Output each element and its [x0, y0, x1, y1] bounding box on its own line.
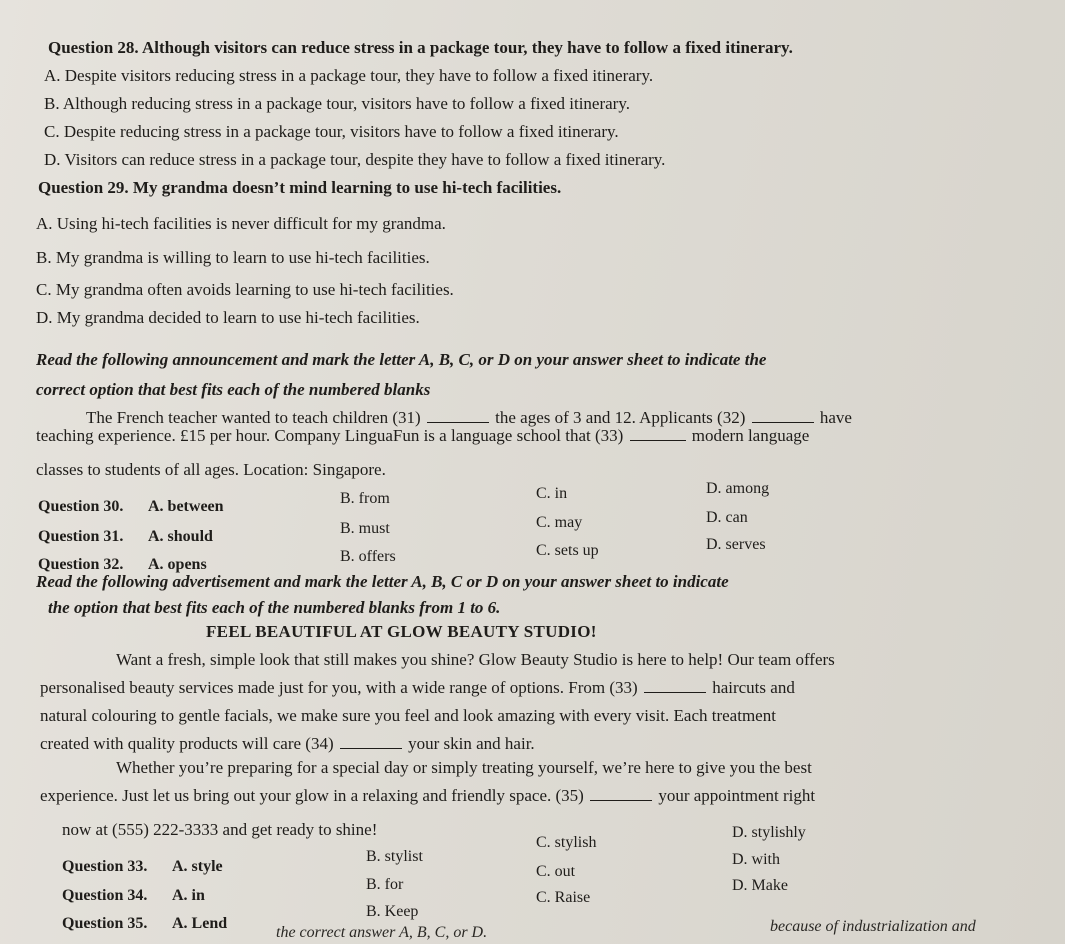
q28-stem: Question 28. Although visitors can reduce stress in a package tour, they have to follow a fixed itinerary.	[48, 38, 793, 57]
blank-33	[630, 426, 686, 441]
instruction-advertisement-line1: Read the following advertisement and mark the letter A, B, C or D on your answer sheet to indicate	[36, 572, 729, 591]
ad-line6	[40, 786, 815, 806]
instruction-announcement-line2: correct option that best fits each of the numbered blanks	[36, 380, 431, 399]
passage1-text: the ages of 3 and 12. Applicants (32)	[495, 408, 746, 427]
q35-option-b: B. Keep	[366, 903, 419, 920]
passage1-text: have	[819, 408, 852, 427]
q29-option-a: A. Using hi-tech facilities is never difficult for my grandma.	[36, 214, 446, 233]
cutoff-text-right: because of industrialization and	[770, 918, 976, 935]
q32-option-d: D. serves	[706, 536, 766, 553]
q33-option-a: A. style	[172, 858, 223, 875]
instruction-announcement-line1: Read the following announcement and mark the letter A, B, C, or D on your answer sheet to indicate the	[36, 350, 767, 369]
q35-option-a: A. Lend	[172, 915, 228, 932]
ad-line2	[40, 678, 795, 698]
instruction-advertisement-line2: the option that best fits each of the numbered blanks from 1 to 6.	[48, 598, 501, 617]
q30-option-b: B. from	[340, 490, 390, 507]
q30-label: Question 30.	[38, 498, 124, 515]
ad-title: FEEL BEAUTIFUL AT GLOW BEAUTY STUDIO!	[206, 622, 597, 641]
ad-text: personalised beauty services made just for you, with a wide range of options. From (33)	[40, 678, 638, 697]
q32-option-a: A. opens	[148, 556, 207, 573]
q29-option-c: C. My grandma often avoids learning to use hi-tech facilities.	[36, 280, 454, 299]
passage1-line3: classes to students of all ages. Location: Singapore.	[36, 460, 386, 479]
ad-text: experience. Just let us bring out your glow in a relaxing and friendly space. (35)	[40, 786, 584, 805]
q29-stem: Question 29. My grandma doesn’t mind learning to use hi-tech facilities.	[38, 178, 562, 197]
q33-option-d: D. stylishly	[732, 824, 806, 841]
q34-option-d: D. with	[732, 851, 780, 868]
q28-option-a: A. Despite visitors reducing stress in a package tour, they have to follow a fixed itinerary.	[44, 66, 654, 85]
q31-option-a: A. should	[148, 528, 213, 545]
blank-35	[590, 786, 652, 801]
q33-label: Question 33.	[62, 858, 148, 875]
ad-text: your appointment right	[658, 786, 816, 805]
q29-option-d: D. My grandma decided to learn to use hi-tech facilities.	[36, 308, 420, 327]
passage1-text: The French teacher wanted to teach children (31)	[86, 408, 421, 427]
blank-33-ad	[644, 678, 706, 693]
q31-option-b: B. must	[340, 520, 390, 537]
cutoff-text-left: the correct answer A, B, C, or D.	[276, 924, 488, 941]
passage1-text: modern language	[691, 426, 810, 445]
q30-option-c: C. in	[536, 485, 568, 502]
q31-option-c: C. may	[536, 514, 583, 531]
blank-32	[752, 408, 814, 423]
q32-option-b: B. offers	[340, 548, 396, 565]
q32-label: Question 32.	[38, 556, 124, 573]
passage1-text: teaching experience. £15 per hour. Company LinguaFun is a language school that (33)	[36, 426, 624, 445]
q28-option-c: C. Despite reducing stress in a package tour, visitors have to follow a fixed itinerary.	[44, 122, 619, 141]
q30-option-d: D. among	[706, 480, 770, 497]
q35-option-d: D. Make	[732, 877, 788, 894]
q29-option-b: B. My grandma is willing to learn to use hi-tech facilities.	[36, 248, 430, 267]
passage1-line1	[86, 408, 852, 428]
q35-option-c: C. Raise	[536, 889, 591, 906]
ad-text: your skin and hair.	[408, 734, 535, 753]
ad-text: created with quality products will care (34)	[40, 734, 334, 753]
ad-text: haircuts and	[712, 678, 795, 697]
q34-option-c: C. out	[536, 863, 576, 880]
q34-option-a: A. in	[172, 887, 205, 904]
blank-34	[340, 734, 402, 749]
ad-line3: natural colouring to gentle facials, we make sure you feel and look amazing with every visit. Each treatment	[40, 706, 776, 725]
ad-line4	[40, 734, 535, 754]
q33-option-b: B. stylist	[366, 848, 423, 865]
passage1-line2	[36, 426, 809, 446]
q34-label: Question 34.	[62, 887, 148, 904]
ad-line5: Whether you’re preparing for a special day or simply treating yourself, we’re here to give you the best	[116, 758, 812, 777]
ad-line1: Want a fresh, simple look that still makes you shine? Glow Beauty Studio is here to help! Our team offers	[116, 650, 835, 669]
q30-option-a: A. between	[148, 498, 224, 515]
q28-option-b: B. Although reducing stress in a package tour, visitors have to follow a fixed itinerary.	[44, 94, 630, 113]
q33-option-c: C. stylish	[536, 834, 597, 851]
q32-option-c: C. sets up	[536, 542, 599, 559]
q35-label: Question 35.	[62, 915, 148, 932]
q31-option-d: D. can	[706, 509, 748, 526]
q34-option-b: B. for	[366, 876, 404, 893]
blank-31	[427, 408, 489, 423]
q28-option-d: D. Visitors can reduce stress in a package tour, despite they have to follow a fixed itinerary.	[44, 150, 666, 169]
q31-label: Question 31.	[38, 528, 124, 545]
ad-line7: now at (555) 222-3333 and get ready to shine!	[62, 820, 378, 839]
